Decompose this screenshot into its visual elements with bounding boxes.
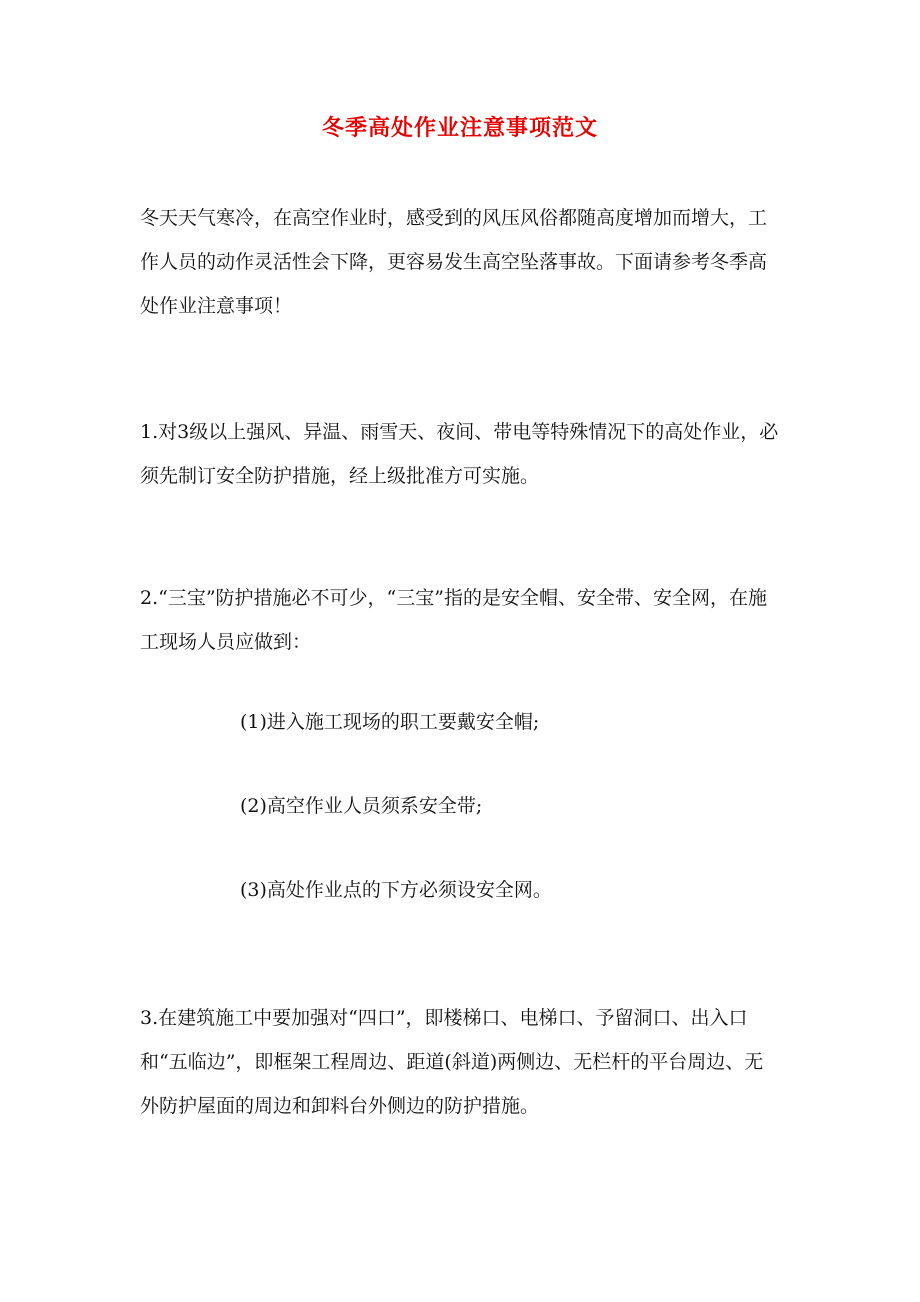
document-title: 冬季高处作业注意事项范文 <box>321 115 598 141</box>
item-2-paragraph: 2.“三宝”防护措施必不可少，“三宝”指的是安全帽、安全带、安全网，在施工现场人员应做到： <box>140 587 767 653</box>
sub-item-3: (3)高处作业点的下方必须设安全网。 <box>240 879 552 901</box>
intro-paragraph: 冬天天气寒冷，在高空作业时，感受到的风压风俗都随高度增加而增大，工作人员的动作灵活性会下降，更容易发生高空坠落事故。下面请参考冬季高处作业注意事项！ <box>140 207 768 317</box>
item-1-paragraph: 1.对3级以上强风、异温、雨雪天、夜间、带电等特殊情况下的高处作业，必须先制订安全防护措施，经上级批准方可实施。 <box>140 421 779 487</box>
item-3-paragraph: 3.在建筑施工中要加强对“四口”，即楼梯口、电梯口、予留洞口、出入口和“五临边”，即框架工程周边、距道(斜道)两侧边、无栏杆的平台周边、无外防护屋面的周边和卸料台外侧边的防护措施。 <box>140 1007 764 1117</box>
sub-item-2: (2)高空作业人员须系安全带; <box>240 795 483 817</box>
sub-item-1: (1)进入施工现场的职工要戴安全帽; <box>240 711 540 733</box>
